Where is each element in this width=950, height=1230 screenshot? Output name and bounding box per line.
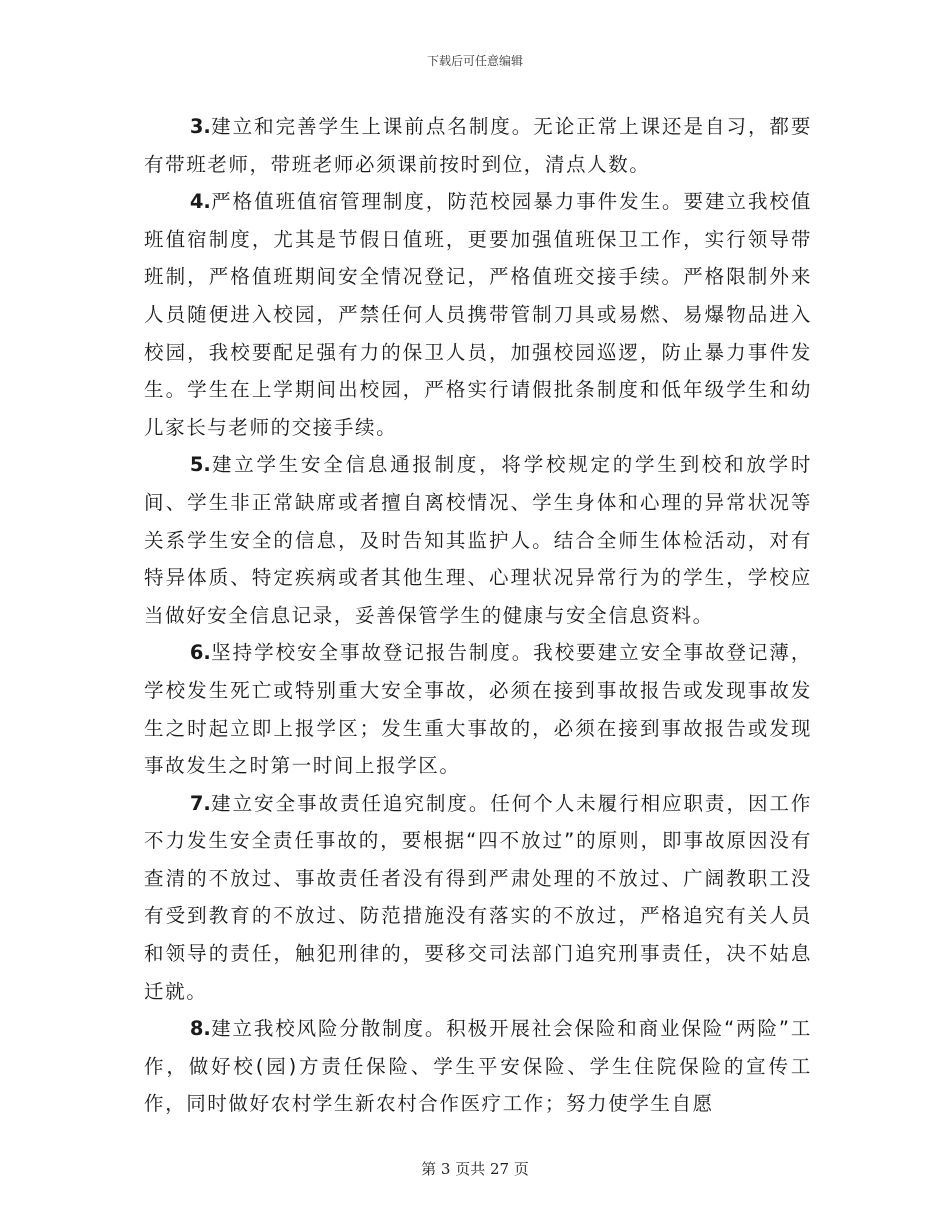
page-header: 下载后可任意编辑 — [426, 54, 523, 68]
paragraph-3 — [144, 108, 812, 183]
paragraph-text: 建立安全事故责任追究制度。任何个人未履行相应职责，因工作不力发生安全责任事故的，要根据“四不放过”的原则，即事故原因没有查清的不放过、事故责任者没有得到严肃处理的不放过、广阔教职工没有受到教育的不放过、防范措施没有落实的不放过，严格追究有关人员和领导的责任，触犯刑律的，要移交司法部门追究刑事责任，决不姑息迁就。 — [144, 791, 812, 1003]
page-footer: 第 3 页共 27 页 — [421, 1160, 529, 1178]
paragraph-text: 严格值班值宿管理制度，防范校园暴力事件发生。要建立我校值班值宿制度，尤其是节假日值班，更要加强值班保卫工作，实行领导带班制，严格值班期间安全情况登记，严格值班交接手续。严格限制外来人员随便进入校园，严禁任何人员携带管制刀具或易燃、易爆物品进入校园，我校要配足强有力的保卫人员，加强校园巡逻，防止暴力事件发生。学生在上学期间出校园，严格实行请假批条制度和低年级学生和幼儿家长与老师的交接手续。 — [144, 190, 812, 439]
paragraph-number: 6. — [189, 641, 211, 665]
paragraph-5 — [144, 446, 812, 634]
paragraph-text: 建立我校风险分散制度。积极开展社会保险和商业保险“两险”工作，做好校(园)方责任保险、学生平安保险、学生住院保险的宣传工作，同时做好农村学生新农村合作医疗工作；努力使学生自愿 — [144, 1017, 812, 1116]
paragraph-number: 5. — [189, 453, 211, 477]
paragraph-text: 建立学生安全信息通报制度，将学校规定的学生到校和放学时间、学生非正常缺席或者擅自离校情况、学生身体和心理的异常状况等关系学生安全的信息，及时告知其监护人。结合全师生体检活动，对有特异体质、特定疾病或者其他生理、心理状况异常行为的学生，学校应当做好安全信息记录，妥善保管学生的健康与安全信息资料。 — [144, 453, 812, 627]
paragraph-8 — [144, 1010, 812, 1123]
paragraph-text: 坚持学校安全事故登记报告制度。我校要建立安全事故登记薄，学校发生死亡或特别重大安全事故，必须在接到事故报告或发现事故发生之时起立即上报学区；发生重大事故的，必须在接到事故报告或发现事故发生之时第一时间上报学区。 — [144, 641, 812, 778]
paragraph-number: 4. — [189, 190, 211, 214]
paragraph-text: 建立和完善学生上课前点名制度。无论正常上课还是自习，都要有带班老师，带班老师必须课前按时到位，清点人数。 — [144, 115, 812, 176]
document-body — [144, 108, 812, 1123]
paragraph-6 — [144, 634, 812, 784]
paragraph-number: 8. — [189, 1017, 211, 1041]
paragraph-number: 7. — [189, 791, 211, 815]
paragraph-4 — [144, 183, 812, 446]
paragraph-number: 3. — [189, 115, 211, 138]
paragraph-7 — [144, 785, 812, 1011]
